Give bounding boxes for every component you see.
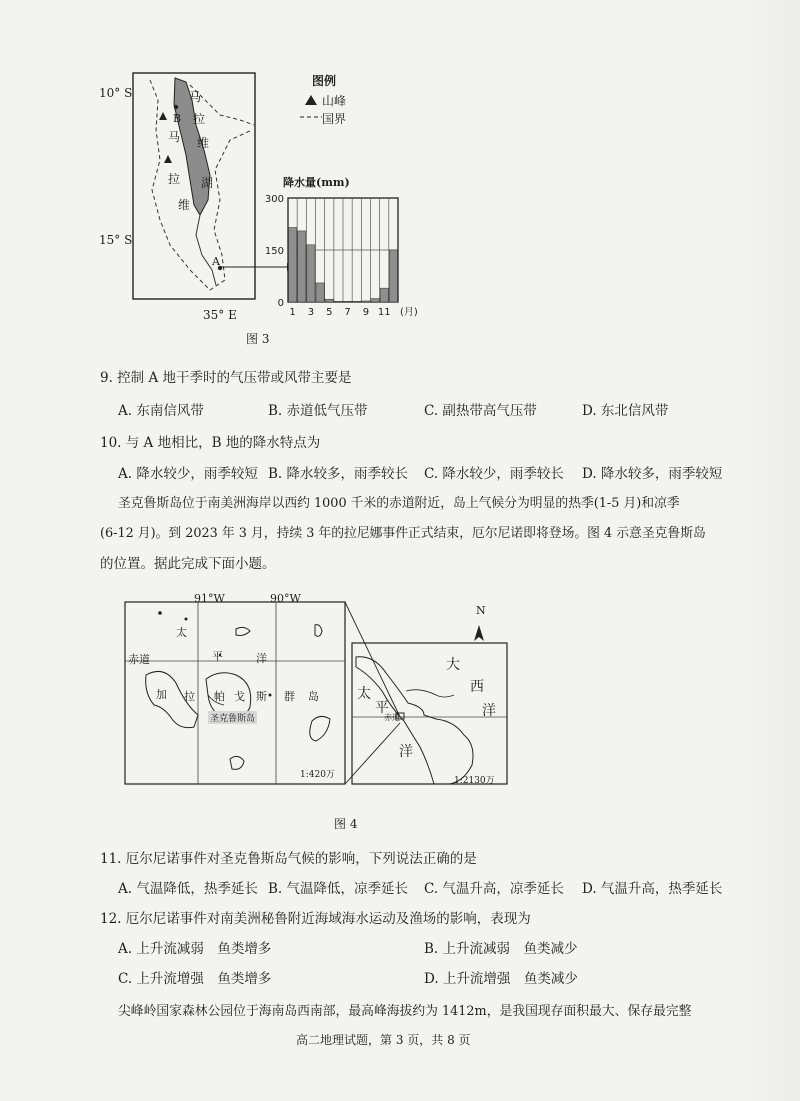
precipitation-chart bbox=[258, 190, 418, 325]
chart-xtick-label: 9 bbox=[362, 307, 370, 318]
galapagos-char: 加 bbox=[156, 688, 167, 701]
q12-option-c: C. 上升流增强 鱼类增多 bbox=[118, 971, 272, 987]
peak-icon bbox=[304, 94, 318, 106]
lake-char: 拉 bbox=[193, 112, 206, 126]
q10-option-a: A. 降水较少，雨季较短 bbox=[118, 466, 258, 482]
inset-equator-label: 赤道 bbox=[384, 713, 400, 722]
q12-option-b: B. 上升流减弱 鱼类减少 bbox=[424, 941, 578, 957]
passage-line-3: 的位置。据此完成下面小题。 bbox=[100, 556, 276, 572]
chart-xtick-label: 7 bbox=[344, 307, 351, 318]
chart-xtick-label: 5 bbox=[326, 307, 333, 318]
galapagos-char: 拉 bbox=[184, 690, 195, 703]
country-char: 马 bbox=[168, 130, 181, 144]
chart-bar bbox=[316, 283, 324, 302]
point-b-label: B bbox=[173, 112, 182, 125]
pacific-char: 太 bbox=[176, 626, 187, 639]
lake-char: 维 bbox=[197, 136, 210, 150]
pacific-char: 洋 bbox=[256, 652, 267, 665]
chart-bar bbox=[325, 299, 333, 302]
question-11-stem: 11. 厄尔尼诺事件对圣克鲁斯岛气候的影响，下列说法正确的是 bbox=[100, 851, 477, 867]
figure-3-caption: 图 3 bbox=[246, 332, 270, 346]
chart-bar bbox=[298, 231, 306, 302]
chart-bar bbox=[334, 301, 342, 302]
q10-option-c: C. 降水较少，雨季较长 bbox=[424, 466, 564, 482]
country-char: 维 bbox=[178, 198, 191, 212]
inset-atlantic-char: 西 bbox=[470, 679, 484, 695]
galapagos-char: 帕 bbox=[214, 690, 225, 703]
figure-4-caption: 图 4 bbox=[334, 817, 358, 831]
north-label: N bbox=[476, 604, 486, 617]
country-char: 拉 bbox=[168, 172, 181, 186]
q11-option-b: B. 气温降低，凉季延长 bbox=[268, 881, 409, 897]
passage-line-2: (6-12 月)。到 2023 年 3 月，持续 3 年的拉尼娜事件正式结束，厄尔尼诺即将登场。图 4 示意圣克鲁斯岛 bbox=[100, 526, 706, 541]
q11-option-d: D. 气温升高，热季延长 bbox=[582, 881, 723, 897]
chart-bar bbox=[389, 250, 397, 302]
chart-ytick-label: 150 bbox=[264, 246, 284, 257]
chart-ytick-label: 300 bbox=[264, 194, 284, 205]
lon-35-label: 35° E bbox=[203, 308, 237, 322]
inset-atlantic-char: 大 bbox=[446, 657, 460, 673]
pacific-char: 平 bbox=[212, 650, 223, 663]
question-9-stem: 9. 控制 A 地干季时的气压带或风带主要是 bbox=[100, 370, 352, 386]
inset-atlantic-char: 洋 bbox=[482, 703, 496, 719]
lake-char: 马 bbox=[189, 90, 202, 104]
scale-right: 1:2130万 bbox=[454, 776, 495, 786]
q12-option-d: D. 上升流增强 鱼类减少 bbox=[424, 971, 578, 987]
q9-option-b: B. 赤道低气压带 bbox=[268, 403, 368, 419]
q10-option-d: D. 降水较多，雨季较短 bbox=[582, 466, 723, 482]
scale-left: 1:420万 bbox=[300, 770, 335, 780]
galapagos-char: 岛 bbox=[308, 690, 319, 703]
chart-xaxis-label: (月) bbox=[400, 307, 418, 318]
paper-shadow bbox=[740, 0, 800, 1101]
passage-line-1: 圣克鲁斯岛位于南美洲海岸以西约 1000 千米的赤道附近，岛上气候分为明显的热季(1-5 月)和凉季 bbox=[118, 496, 680, 511]
equator-label: 赤道 bbox=[128, 653, 150, 666]
galapagos-char: 斯 bbox=[256, 690, 267, 703]
question-12-stem: 12. 厄尔尼诺事件对南美洲秘鲁附近海域海水运动及渔场的影响，表现为 bbox=[100, 911, 531, 927]
legend-title: 图例 bbox=[312, 74, 337, 88]
chart-bar bbox=[371, 299, 379, 302]
q11-option-a: A. 气温降低，热季延长 bbox=[118, 881, 258, 897]
lon-90-label: 90°W bbox=[270, 592, 301, 605]
galapagos-char: 群 bbox=[284, 690, 295, 703]
galapagos-char: 戈 bbox=[234, 690, 245, 703]
q9-option-c: C. 副热带高气压带 bbox=[424, 403, 537, 419]
chart-xtick-label: 3 bbox=[307, 307, 315, 318]
lake-char: 湖 bbox=[201, 176, 214, 190]
chart-ytick-label: 0 bbox=[277, 298, 284, 309]
lat-10-label: 10° S bbox=[99, 86, 133, 100]
north-arrow-icon bbox=[474, 625, 484, 641]
chart-bar bbox=[307, 245, 315, 302]
q12-option-a: A. 上升流减弱 鱼类增多 bbox=[118, 941, 272, 957]
q9-option-d: D. 东北信风带 bbox=[582, 403, 669, 419]
q10-option-b: B. 降水较多，雨季较长 bbox=[268, 466, 409, 482]
santa-cruz-label: 圣克鲁斯岛 bbox=[208, 711, 257, 724]
q11-option-c: C. 气温升高，凉季延长 bbox=[424, 881, 564, 897]
peak-icon bbox=[164, 155, 172, 163]
chart-bar bbox=[353, 301, 361, 302]
inset-pacific-char: 洋 bbox=[399, 744, 413, 760]
chart-title: 降水量(mm) bbox=[283, 176, 350, 189]
chart-bar bbox=[380, 288, 388, 302]
page-footer: 高二地理试题，第 3 页，共 8 页 bbox=[296, 1033, 471, 1047]
lat-15-label: 15° S bbox=[99, 233, 133, 247]
point-a-label: A bbox=[212, 255, 220, 268]
inset-pacific-char: 平 bbox=[375, 700, 389, 716]
lon-91-label: 91°W bbox=[194, 592, 225, 605]
chart-xtick-label: 1 bbox=[289, 307, 296, 318]
border-line-icon bbox=[300, 114, 322, 120]
inset-pacific-char: 太 bbox=[357, 686, 371, 702]
chart-bar bbox=[344, 301, 352, 302]
question-10-stem: 10. 与 A 地相比，B 地的降水特点为 bbox=[100, 435, 321, 451]
peak-icon bbox=[159, 112, 167, 120]
chart-xtick-label: 11 bbox=[377, 307, 391, 318]
q9-option-a: A. 东南信风带 bbox=[118, 403, 204, 419]
chart-bar bbox=[289, 227, 297, 302]
legend-border: 国界 bbox=[322, 112, 347, 126]
legend-peak: 山峰 bbox=[322, 94, 347, 108]
passage-2: 尖峰岭国家森林公园位于海南岛西南部，最高峰海拔约为 1412m，是我国现存面积最大、保存最完整 bbox=[118, 1004, 692, 1019]
chart-bar bbox=[362, 301, 370, 302]
